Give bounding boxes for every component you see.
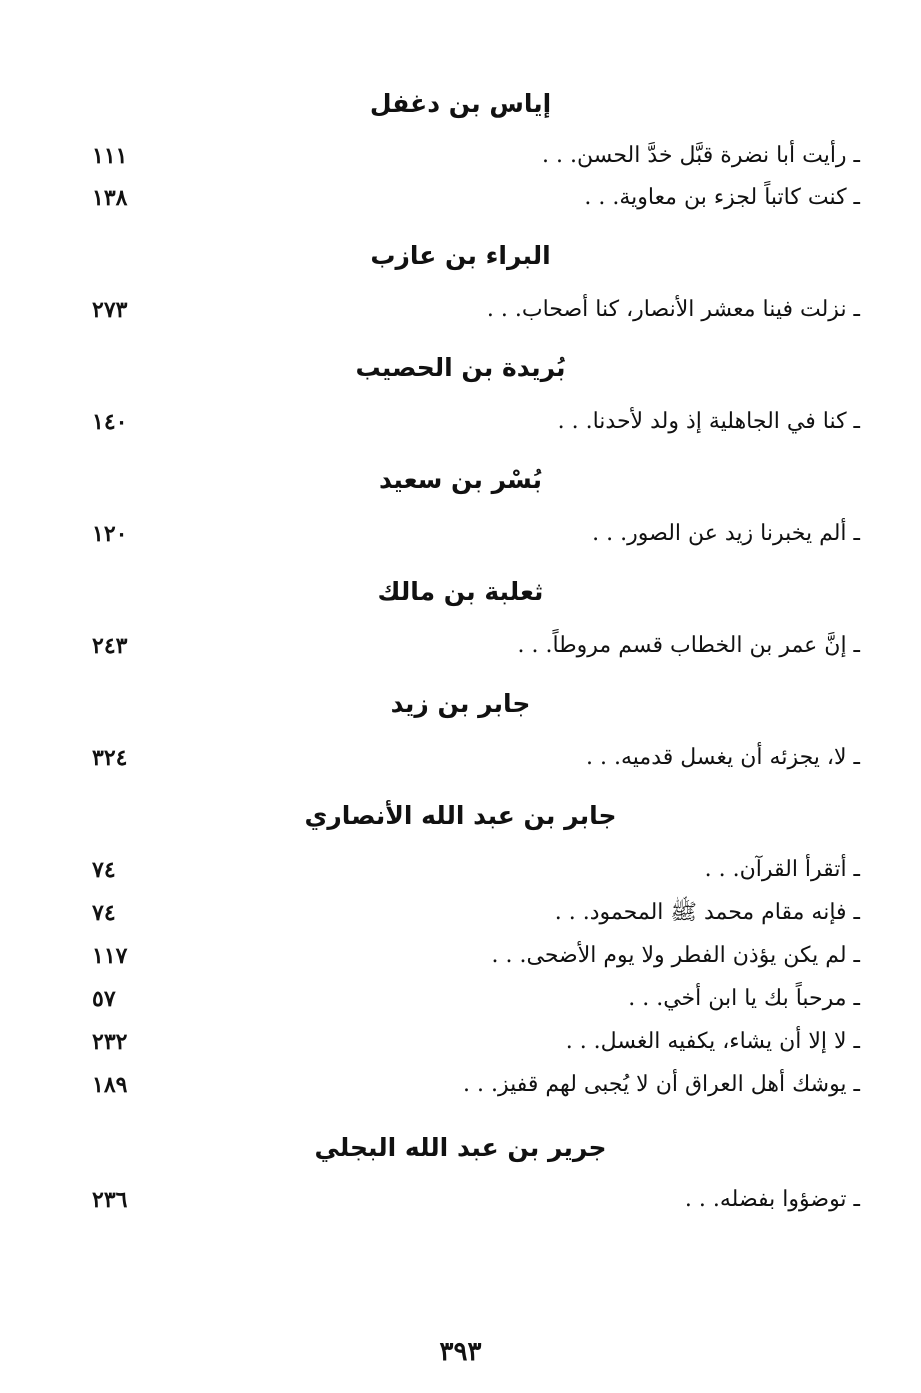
entry-text: ـ أتقرأ القرآن. . . (704, 857, 860, 882)
entry-page-number: ١٤٠ (92, 409, 128, 435)
index-entry (60, 938, 870, 974)
index-entry (60, 1182, 870, 1218)
entry-text: ـ مرحباً بك يا ابن أخي. . . (628, 986, 860, 1011)
index-entry (60, 516, 870, 552)
entry-page-number: ٥٧ (92, 986, 116, 1012)
entry-text: ـ كنت كاتباً لجزء بن معاوية. . . (584, 185, 860, 210)
section-heading: ثعلبة بن مالك (377, 577, 544, 606)
section-heading: بُريدة بن الحصيب (355, 353, 566, 382)
entry-text: ـ إنَّ عمر بن الخطاب قسم مروطاً. . . (517, 633, 860, 658)
entry-text: ـ نزلت فينا معشر الأنصار، كنا أصحاب. . . (486, 297, 860, 322)
entry-page-number: ٢٧٣ (92, 297, 128, 323)
entry-text: ـ لا إلا أن يشاء، يكفيه الغسل. . . (565, 1029, 860, 1054)
entry-page-number: ١٨٩ (92, 1072, 128, 1098)
entry-page-number: ٣٢٤ (92, 745, 128, 771)
index-entry (60, 895, 870, 931)
page-number: ٣٩٣ (439, 1337, 482, 1367)
index-entry (60, 981, 870, 1017)
entry-page-number: ١٣٨ (92, 185, 128, 211)
section-heading: جابر بن عبد الله الأنصاري (304, 801, 617, 830)
entry-text: ـ ألم يخبرنا زيد عن الصور. . . (592, 521, 860, 546)
entry-page-number: ١١٧ (92, 943, 128, 969)
index-entry (60, 138, 870, 174)
entry-page-number: ٧٤ (92, 857, 116, 883)
index-entry (60, 1067, 870, 1103)
entry-text: ـ توضؤوا بفضله. . . (684, 1187, 860, 1212)
index-entry (60, 1024, 870, 1060)
index-entry (60, 404, 870, 440)
section-heading: البراء بن عازب (370, 241, 551, 270)
entry-page-number: ٢٣٦ (92, 1187, 128, 1213)
index-entry (60, 628, 870, 664)
entry-page-number: ١٢٠ (92, 521, 128, 547)
entry-text: ـ كنا في الجاهلية إذ ولد لأحدنا. . . (557, 409, 860, 434)
index-entry (60, 740, 870, 776)
entry-page-number: ١١١ (92, 143, 128, 169)
entry-text: ـ لا، يجزئه أن يغسل قدميه. . . (586, 745, 860, 770)
section-heading: إياس بن دغفل (369, 89, 552, 118)
index-entry (60, 852, 870, 888)
entry-text: ـ فإنه مقام محمد ﷺ المحمود. . . (554, 900, 860, 925)
entry-page-number: ٢٣٢ (92, 1029, 128, 1055)
entry-page-number: ٢٤٣ (92, 633, 128, 659)
section-heading: جابر بن زيد (390, 689, 531, 718)
section-heading: جرير بن عبد الله البجلي (314, 1133, 607, 1162)
index-entry (60, 292, 870, 328)
section-heading: بُسْر بن سعيد (378, 465, 542, 494)
entry-text: ـ رأيت أبا نضرة قبَّل خدَّ الحسن. . . (542, 143, 860, 168)
entry-text: ـ لم يكن يؤذن الفطر ولا يوم الأضحى. . . (491, 943, 860, 968)
entry-text: ـ يوشك أهل العراق أن لا يُجبى لهم قفيز. . . (463, 1072, 860, 1097)
entry-page-number: ٧٤ (92, 900, 116, 926)
index-entry (60, 180, 870, 216)
